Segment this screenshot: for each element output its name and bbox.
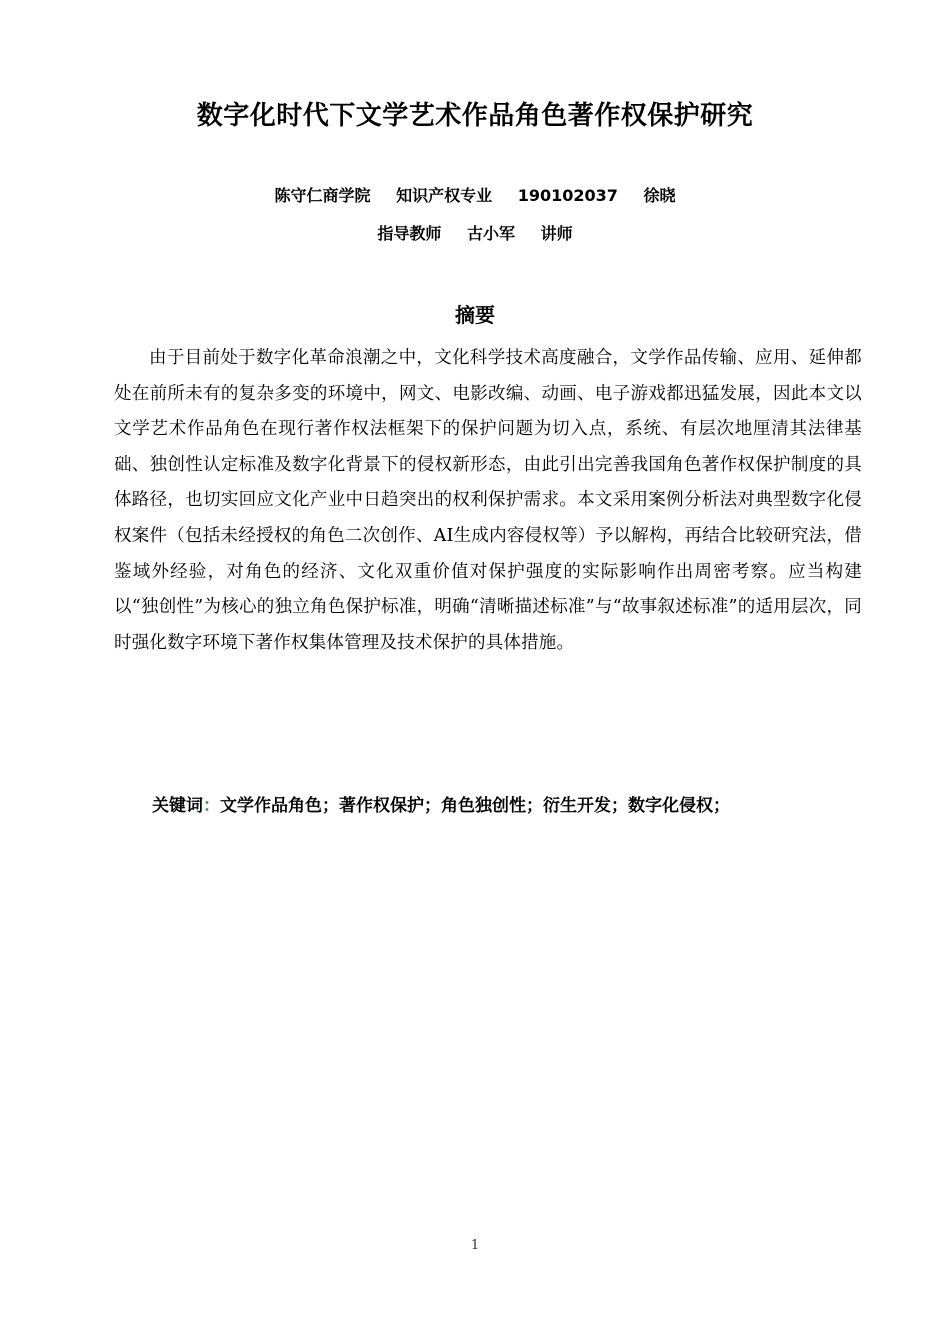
college-name: 陈守仁商学院	[274, 186, 371, 205]
student-id: 190102037	[517, 186, 618, 205]
author-name: 徐晓	[643, 186, 676, 205]
advisor-rank: 讲师	[540, 224, 573, 243]
advisor-line	[0, 222, 950, 246]
page-number: 1	[470, 1238, 480, 1253]
keywords-line	[152, 790, 872, 822]
keywords-colon: ：	[203, 796, 220, 816]
keywords-text: 文学作品角色；著作权保护；角色独创性；衍生开发；数字化侵权；	[220, 796, 730, 816]
paper-title: 数字化时代下文学艺术作品角色著作权保护研究	[196, 101, 754, 131]
advisor-label: 指导教师	[377, 224, 442, 243]
abstract-heading: 摘要	[455, 303, 495, 327]
major-name: 知识产权专业	[396, 186, 493, 205]
advisor-name: 古小军	[466, 224, 515, 243]
abstract-body: 由于目前处于数字化革命浪潮之中，文化科学技术高度融合，文学作品传输、应用、延伸都处在前所未有的复杂多变的环境中，网文、电影改编、动画、电子游戏都迅猛发展，因此本文以文学艺术作品角色在现行著作权法框架下的保护问题为切入点，系统、有层次地厘清其法律基础、独创性认定标准及数字化背景下的侵权新形态，由此引出完善我国角色著作权保护制度的具体路径，也切实回应文化产业中日趋突出的权利保护需求。本文采用案例分析法对典型数字化侵权案件（包括未经授权的角色二次创作、AI生成内容侵权等）予以解构，再结合比较研究法，借鉴域外经验，对角色的经济、文化双重价值对保护强度的实际影响作出周密考察。应当构建以“独创性”为核心的独立角色保护标准，明确“清晰描述标准”与“故事叙述标准”的适用层次，同时强化数字环境下著作权集体管理及技术保护的具体措施。	[114, 348, 862, 653]
keywords-label: 关键词	[152, 796, 203, 816]
author-line	[0, 184, 950, 208]
